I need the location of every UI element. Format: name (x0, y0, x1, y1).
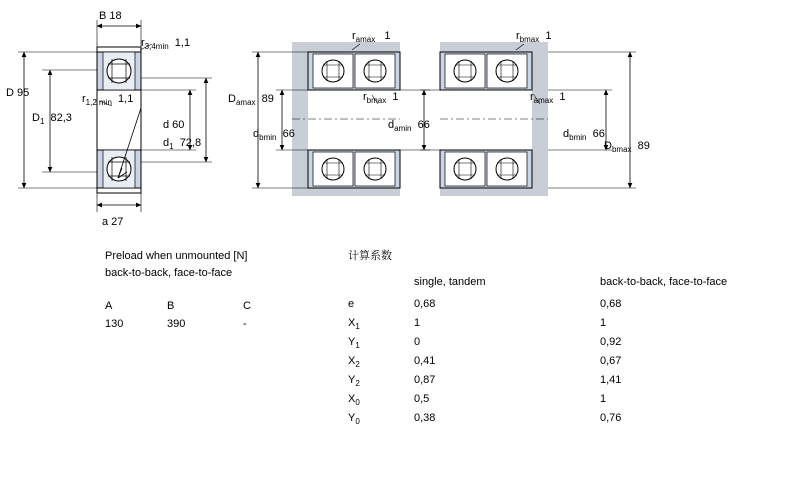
factor-value-btb: 0,92 (600, 336, 622, 348)
factor-value-btb: 1,41 (600, 374, 622, 386)
factor-value-btb: 0,68 (600, 298, 622, 310)
factor-value-single: 0 (414, 336, 421, 348)
label-damin: $d_{amin}$ 66 (388, 119, 430, 134)
factor-label: $X_1$ (348, 317, 360, 332)
right-mounting-view (420, 42, 636, 196)
preload-val-B: 390 (167, 318, 186, 330)
factor-label: $X_2$ (348, 355, 360, 370)
factors-header-single: single, tandem (414, 276, 486, 288)
label-dbmin-right: $d_{bmin}$ 66 (563, 128, 605, 143)
label-Dbmax: $D_{bmax}$ 89 (604, 140, 650, 155)
label-Damax: $D_{amax}$ 89 (228, 93, 274, 108)
preload-title: Preload when unmounted [N] (105, 250, 248, 262)
label-r34min: $r_{3,4min}$ 1,1 (141, 37, 191, 52)
label-B: B 18 (99, 10, 122, 22)
factors-header-btb: back-to-back, face-to-face (600, 276, 728, 288)
factor-value-btb: 1 (600, 317, 607, 329)
factors-title: 计算系数 (348, 250, 392, 262)
factor-label: $X_0$ (348, 393, 360, 408)
factor-value-single: 0,5 (414, 393, 430, 405)
factor-label: $Y_2$ (348, 374, 360, 389)
factor-label: $Y_1$ (348, 336, 360, 351)
factor-value-single: 0,38 (414, 412, 436, 424)
factor-value-single: 0,87 (414, 374, 436, 386)
preload-subtitle: back-to-back, face-to-face (105, 267, 233, 279)
factor-value-single: 0,68 (414, 298, 436, 310)
label-D: D 95 (6, 87, 30, 99)
factor-value-single: 1 (414, 317, 421, 329)
preload-col-C: C (243, 300, 251, 312)
factor-value-btb: 1 (600, 393, 607, 405)
factor-value-btb: 0,76 (600, 412, 622, 424)
preload-val-A: 130 (105, 318, 124, 330)
label-rbmax-middle: $r_{bmax}$ 1 (363, 91, 399, 106)
preload-val-C: - (243, 318, 247, 330)
label-r12min: $r_{1,2 min}$ 1,1 (82, 93, 134, 108)
preload-col-B: B (167, 300, 175, 312)
label-d: d 60 (163, 119, 185, 131)
factor-value-single: 0,41 (414, 355, 436, 367)
factor-label: $Y_0$ (348, 412, 360, 427)
factor-value-btb: 0,67 (600, 355, 622, 367)
label-dbmin-middle: $d_{bmin}$ 66 (253, 128, 295, 143)
label-rbmax-top-right: $r_{bmax}$ 1 (516, 30, 552, 45)
label-a: a 27 (102, 216, 124, 228)
label-D1: $D_1$ 82,3 (32, 112, 72, 127)
label-ramax-top-middle: $r_{amax}$ 1 (352, 30, 391, 45)
factor-label: e (348, 298, 355, 310)
label-ramax-right: $r_{amax}$ 1 (530, 91, 566, 106)
preload-col-A: A (105, 300, 113, 312)
label-d1: $d_1$ 72,8 (163, 137, 202, 152)
